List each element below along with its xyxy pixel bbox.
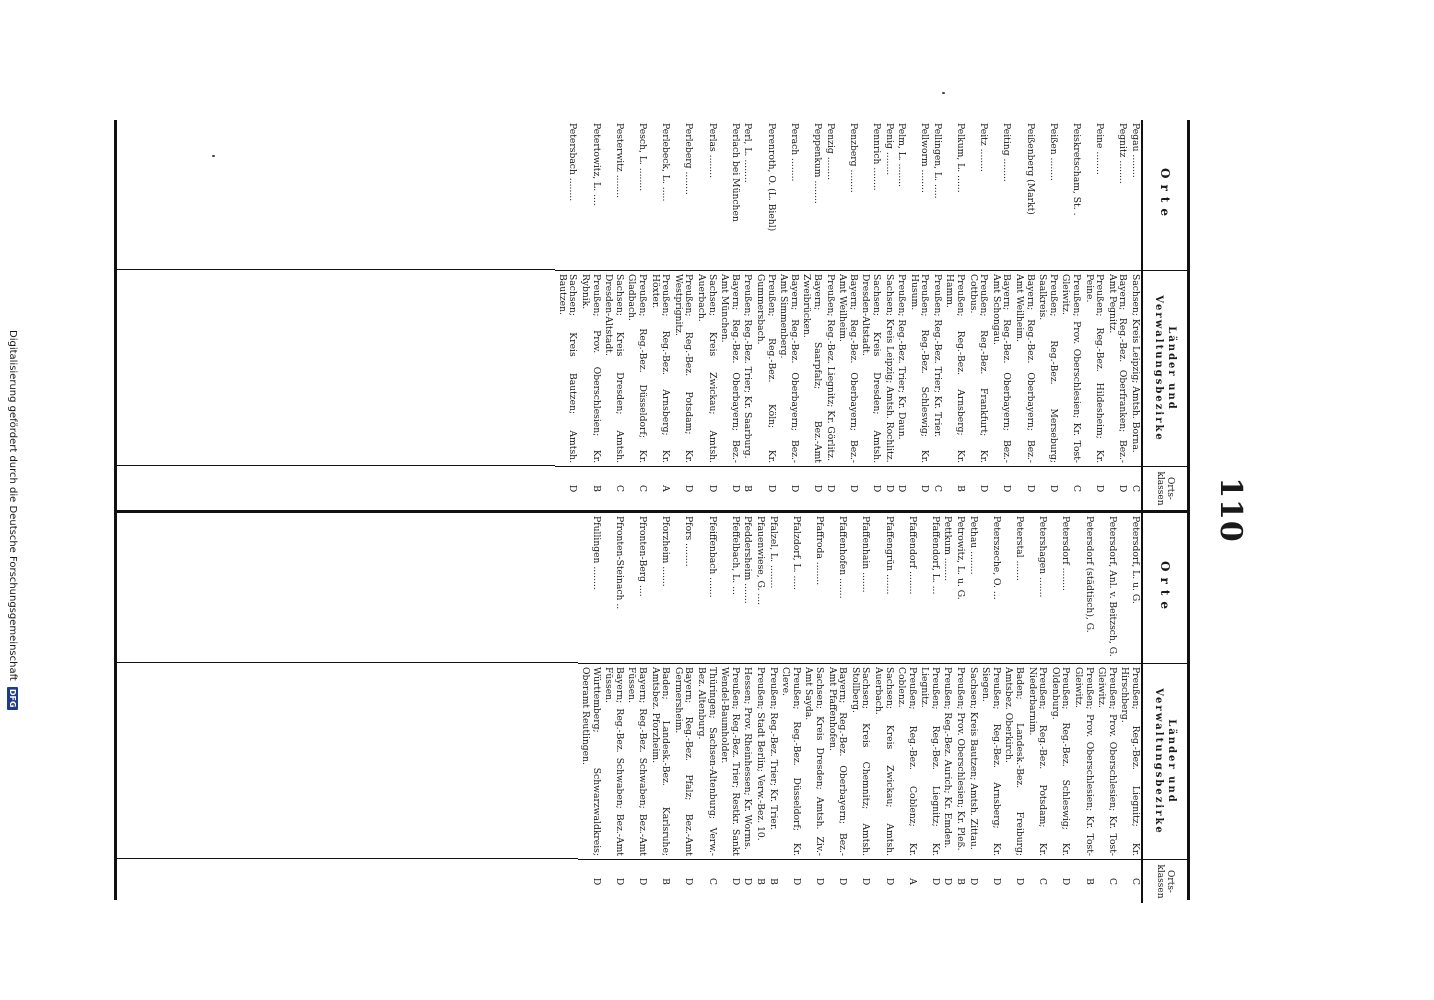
table-row xyxy=(753,513,766,903)
place-name: Pettkum ........ xyxy=(942,516,954,582)
administrative-district: Preußen; Reg.-Bez. Potsdam; Kr. Westprignitz. xyxy=(671,270,694,466)
place-name: Pfeiffenbach ....... xyxy=(706,516,718,598)
place-name: Penzberg ........ xyxy=(847,123,859,193)
header-orte: Orte xyxy=(1158,561,1172,615)
administrative-district: Preußen; Prov. Oberschlesien; Kr. Rybnik. xyxy=(579,270,602,466)
place-name: Petersdorf ........ xyxy=(1060,516,1072,591)
locality-class: B xyxy=(943,466,966,510)
locality-class: D xyxy=(777,466,800,510)
place-name: Pfalzel, L. ........ xyxy=(767,516,779,589)
table-row xyxy=(602,513,625,903)
table-row xyxy=(648,120,671,510)
table-row xyxy=(930,120,943,510)
place-name: Petersdorf (städtisch), G. xyxy=(1083,516,1095,633)
locality-class: D xyxy=(989,466,1012,510)
place-name: Peißen ........ xyxy=(1047,123,1059,181)
administrative-district: Sachsen; Kreis Dresden; Amtsh. Dresden-Altstadt. xyxy=(602,270,625,466)
table-row xyxy=(859,120,882,510)
place-name: Pegau ........ xyxy=(1130,123,1141,178)
table-row xyxy=(941,513,954,903)
locality-class: D xyxy=(871,859,894,903)
rotated-page xyxy=(120,120,1248,900)
place-name: Petersbach ........ xyxy=(567,123,579,202)
administrative-district: Sachsen; Kreis Bautzen; Amtsh. Zittau. xyxy=(966,663,979,859)
locality-class: D xyxy=(966,859,979,903)
place-name: Pfaffendorf, L. ... xyxy=(929,516,941,595)
place-name: Pesterwitz ........ xyxy=(613,123,625,199)
administrative-district: Bayern; Reg.-Bez. Oberbayern; Bez.-Amt München. xyxy=(718,270,741,466)
administrative-district: Sachsen; Kreis Chemnitz; Amtsh. Stollberg. xyxy=(848,663,871,859)
table-column-rules xyxy=(117,120,555,510)
table-row xyxy=(918,513,941,903)
table-row xyxy=(954,513,967,903)
place-name: Pesch, L. ........ xyxy=(637,123,649,192)
place-name: Pelm, L. ........ xyxy=(896,123,908,188)
locality-class: D xyxy=(895,466,908,510)
locality-class: D xyxy=(602,859,625,903)
administrative-district: Bayern; Reg.-Bez. Oberbayern; Bez.-Amt Simmenberg. xyxy=(777,270,800,466)
place-name: Pfaffroda ........ xyxy=(813,516,825,586)
place-name: Peißenberg (Markt) xyxy=(1024,123,1036,215)
locality-class: A xyxy=(648,466,671,510)
administrative-district: Sachsen; Kreis Leipzig; Amtsh. Borna. xyxy=(1128,270,1141,466)
locality-class: D xyxy=(741,859,754,903)
table-left-half xyxy=(117,120,1187,510)
administrative-district: Sachsen; Kreis Zwickau; Amtsh. Auerbach. xyxy=(694,270,717,466)
locality-class: D xyxy=(979,859,1002,903)
table-row xyxy=(1082,120,1105,510)
administrative-district: Bayern; Reg.-Bez. Oberbayern; Bez.-Amt Schongau. xyxy=(989,270,1012,466)
table-row xyxy=(848,513,871,903)
table-row xyxy=(777,120,800,510)
administrative-district: Preußen; Reg.-Bez. Trier; Kr. Saarburg. xyxy=(741,270,754,466)
table-column-rules xyxy=(117,513,579,903)
administrative-district: Sachsen; Kreis Leipzig; Amtsh. Rochlitz. xyxy=(882,270,895,466)
table-row xyxy=(895,120,908,510)
place-name: Peine ........ xyxy=(1094,123,1106,175)
locality-class: D xyxy=(802,859,825,903)
place-name: Petersdorf, Anl. v. Beitzsch, G. xyxy=(1106,516,1118,657)
table-row xyxy=(718,120,741,510)
locality-class: D xyxy=(907,466,930,510)
table-row xyxy=(800,120,823,510)
dfg-logo: DFG xyxy=(8,688,17,708)
locality-class: C xyxy=(1095,859,1118,903)
administrative-district: Baden; Landesk.-Bez. Freiburg; Amtsbez. Oberkirch. xyxy=(1002,663,1025,859)
place-name: Pelkum, L. ...... xyxy=(955,123,967,193)
table-right-half xyxy=(117,510,1187,903)
administrative-district: Preußen; Reg.-Bez. Liegnitz; Kr. Hirschberg. xyxy=(1118,663,1141,859)
administrative-district: Thüringen; Sachsen-Altenburg; Verw.-Bez. Altenburg. xyxy=(694,663,717,859)
locality-class: A xyxy=(895,859,918,903)
locality-class: D xyxy=(1012,466,1035,510)
administrative-district: Württemberg; Schwarzwaldkreis; Oberamt Reutlingen. xyxy=(579,663,602,859)
administrative-district: Preußen; Reg.-Bez. Hildesheim; Kr. Peine. xyxy=(1082,270,1105,466)
table-row xyxy=(579,120,602,510)
administrative-district: Preußen; Reg.-Bez. Trier; Kr. Trier. xyxy=(930,270,943,466)
administrative-district: Sachsen; Kreis Zwickau; Amtsh. Auerbach. xyxy=(871,663,894,859)
locality-class: C xyxy=(602,466,625,510)
table-row xyxy=(555,120,578,510)
administrative-district: Baden; Landesk.-Bez. Karlsruhe; Amtsbez. Pforzheim. xyxy=(648,663,671,859)
administrative-district: Bayern; Reg.-Bez. Oberbayern; Bez.-Amt Pfaffenhofen. xyxy=(825,663,848,859)
locality-class: B xyxy=(1071,859,1094,903)
table-row xyxy=(825,513,848,903)
place-name: Pfeffelbach, L. ... xyxy=(729,516,741,595)
place-name: Peppenkum ........ xyxy=(811,123,823,204)
page-number: 110 xyxy=(1213,477,1248,543)
table-row xyxy=(1048,513,1071,903)
administrative-district: Bayern; Reg.-Bez. Oberfranken; Bez.-Amt Pegnitz. xyxy=(1105,270,1128,466)
administrative-district: Preußen; Reg.-Bez. Liegnitz; Kr. Görlitz. xyxy=(823,270,836,466)
place-name: Pfronten-Berg .... xyxy=(637,516,649,597)
table-row xyxy=(1105,120,1128,510)
locality-class: D xyxy=(1048,859,1071,903)
locality-class: D xyxy=(918,859,941,903)
administrative-district: Preußen; Reg.-Bez. Merseburg; Saalkreis. xyxy=(1036,270,1059,466)
administrative-district: Preußen; Reg.-Bez. Arnsberg; Kr. Siegen. xyxy=(979,663,1002,859)
locality-class: D xyxy=(848,859,871,903)
administrative-district: Preußen; Prov. Oberschlesien; Kr. Tost-Gleiwitz. xyxy=(1059,270,1082,466)
place-name: Perlach bei München xyxy=(729,123,741,222)
locality-class: D xyxy=(555,466,578,510)
place-name: Perlebeck, L. ..... xyxy=(660,123,672,202)
place-name: Perleberg ........ xyxy=(683,123,695,195)
administrative-district: Preußen; Reg.-Bez. Coblenz; Kr. Coblenz. xyxy=(895,663,918,859)
table-row xyxy=(1012,120,1035,510)
place-name: Pfalzdorf, L. ..... xyxy=(790,516,802,591)
places-table xyxy=(114,120,1190,900)
place-name: Pennrich ........ xyxy=(870,123,882,191)
place-name: Petrowitz, L. u. G. xyxy=(955,516,967,600)
place-name: Pethau ........ xyxy=(967,516,979,575)
place-name: Pforzheim ....... xyxy=(660,516,672,587)
administrative-district: Preußen; Reg.-Bez. Trier; Restkr. Sankt Wendel-Baumholder. xyxy=(718,663,741,859)
header-orte: Orte xyxy=(1158,168,1172,222)
place-name: Peiskretscham, St. . xyxy=(1071,123,1083,216)
locality-class: D xyxy=(753,466,776,510)
table-row xyxy=(802,513,825,903)
table-row xyxy=(602,120,625,510)
administrative-district: Bayern; Reg.-Bez. Oberbayern; Bez.-Amt Weilheim. xyxy=(1012,270,1035,466)
place-name: Pfronten-Steinach .. xyxy=(613,516,625,610)
scan-speck xyxy=(942,92,945,94)
locality-class: B xyxy=(741,466,754,510)
administrative-district: Hessen; Prov. Rheinhessen; Kr. Worms. xyxy=(741,663,754,859)
administrative-district: Preußen; Reg.-Bez. Schleswig; Kr. Husum. xyxy=(907,270,930,466)
header-laender: Länder und Verwaltungsbezirke xyxy=(1143,270,1187,466)
table-row xyxy=(694,120,717,510)
place-name: Peterstal ....... xyxy=(1014,516,1026,581)
table-row xyxy=(907,120,930,510)
table-row xyxy=(741,513,754,903)
administrative-district: Preußen; Reg.-Bez. Arnsberg; Kr. Höxter. xyxy=(648,270,671,466)
table-row xyxy=(1036,120,1059,510)
administrative-district: Preußen; Reg.-Bez. Potsdam; Kr. Niederbarnim. xyxy=(1025,663,1048,859)
administrative-district: Preußen; Reg.-Bez. Liegnitz; Kr. Liegnitz. xyxy=(918,663,941,859)
table-row xyxy=(882,120,895,510)
locality-class: D xyxy=(800,466,823,510)
administrative-district: Sachsen; Kreis Dresden; Amtsh. Dresden-Altstadt. xyxy=(859,270,882,466)
table-row xyxy=(671,513,694,903)
place-name: Pfeddersheim ....... xyxy=(742,516,754,604)
locality-class: C xyxy=(1128,466,1141,510)
table-row xyxy=(741,120,754,510)
table-row xyxy=(579,513,602,903)
administrative-district: Preußen; Reg.-Bez. Schleswig; Kr. Oldenburg. xyxy=(1048,663,1071,859)
locality-class: B xyxy=(579,466,602,510)
locality-class: D xyxy=(825,859,848,903)
place-name: Pfors ........ xyxy=(683,516,695,567)
locality-class: B xyxy=(954,859,967,903)
locality-class: D xyxy=(882,466,895,510)
place-name: Pfauenwiese, G. .... xyxy=(755,516,766,606)
locality-class: D xyxy=(1105,466,1128,510)
locality-class: D xyxy=(779,859,802,903)
place-name: Perach ........ xyxy=(788,123,800,182)
place-name: Pfullingen ........ xyxy=(590,516,602,590)
administrative-district: Bayern; Reg.-Bez. Pfalz; Bez.-Amt Germersheim. xyxy=(671,663,694,859)
locality-class: D xyxy=(579,859,602,903)
table-row xyxy=(648,513,671,903)
administrative-district: Preußen; Reg.-Bez. Aurich; Kr. Emden. xyxy=(941,663,954,859)
administrative-district: Preußen; Reg.-Bez. Düsseldorf; Kr. Gladbach. xyxy=(625,270,648,466)
administrative-district: Bayern; Reg.-Bez. Oberbayern; Bez.-Amt Weilheim. xyxy=(836,270,859,466)
locality-class: D xyxy=(836,466,859,510)
table-row xyxy=(766,513,779,903)
place-name: Pfaffenhain ....... xyxy=(860,516,872,593)
locality-class: D xyxy=(625,859,648,903)
place-name: Pfaffenhofen ....... xyxy=(837,516,849,599)
administrative-district: Sachsen; Kreis Bautzen; Amtsh. Bautzen. xyxy=(555,270,578,466)
place-name: Peiting ........ xyxy=(1001,123,1013,182)
credit-text: Digitalisierung gefördert durch die Deutsche Forschungsgemeinschaft xyxy=(7,330,18,681)
table-row xyxy=(871,513,894,903)
administrative-district: Preußen; Prov. Oberschlesien; Kr. Pleß. xyxy=(954,663,967,859)
table-body-right xyxy=(117,513,1141,903)
locality-class: C xyxy=(1118,859,1141,903)
place-name: Petertowitz, L. .... xyxy=(590,123,602,206)
locality-class: D xyxy=(671,859,694,903)
administrative-district: Bayern; Reg.-Bez. Schwaben; Bez.-Amt Füssen. xyxy=(625,663,648,859)
place-name: Pellingen, L. ..... xyxy=(931,123,943,199)
locality-class: B xyxy=(766,859,779,903)
table-row xyxy=(895,513,918,903)
header-ortsklassen: Orts-klassen xyxy=(1143,466,1187,510)
table-row xyxy=(943,120,966,510)
place-name: Perlas ........ xyxy=(706,123,718,179)
table-row xyxy=(753,120,776,510)
table-row xyxy=(625,120,648,510)
digitization-credit xyxy=(2,330,22,990)
administrative-district: Preußen; Reg.-Bez. Düsseldorf; Kr. Cleve. xyxy=(779,663,802,859)
table-row xyxy=(1128,120,1141,510)
locality-class: D xyxy=(941,859,954,903)
place-name: Perenroth, O. (L. Biehl) xyxy=(765,123,777,232)
place-name: Pfaffendorf ........ xyxy=(906,516,918,595)
administrative-district: Preußen; Prov. Oberschlesien; Kr. Tost-Gleiwitz. xyxy=(1071,663,1094,859)
place-name: Petersdorf, L. u. G. xyxy=(1130,516,1141,604)
administrative-district: Preußen; Prov. Oberschlesien; Kr. Tost-Gleiwitz. xyxy=(1095,663,1118,859)
administrative-district: Bayern; Reg.-Bez. Schwaben; Bez.-Amt Füssen. xyxy=(602,663,625,859)
locality-class: B xyxy=(648,859,671,903)
locality-class: C xyxy=(625,466,648,510)
locality-class: C xyxy=(1059,466,1082,510)
locality-class: D xyxy=(1082,466,1105,510)
table-row xyxy=(823,120,836,510)
table-row xyxy=(694,513,717,903)
table-header-right xyxy=(1141,513,1187,903)
locality-class: B xyxy=(753,859,766,903)
table-header-left xyxy=(1141,120,1187,510)
table-row xyxy=(1095,513,1118,903)
locality-class: D xyxy=(1002,859,1025,903)
locality-class: D xyxy=(671,466,694,510)
locality-class: D xyxy=(823,466,836,510)
table-row xyxy=(966,120,989,510)
place-name: Peterszeche, O. ... xyxy=(990,516,1002,600)
locality-class: C xyxy=(694,859,717,903)
locality-class: D xyxy=(718,859,741,903)
table-row xyxy=(718,513,741,903)
administrative-district: Preußen; Reg.-Bez. Trier; Kr. Daun. xyxy=(895,270,908,466)
header-ortsklassen: Orts-klassen xyxy=(1143,859,1187,903)
locality-class: D xyxy=(966,466,989,510)
locality-class: C xyxy=(930,466,943,510)
place-name: Peitz ........ xyxy=(978,123,990,172)
table-row xyxy=(779,513,802,903)
locality-class: D xyxy=(694,466,717,510)
administrative-district: Preußen; Reg.-Bez. Frankfurt; Kr. Cottbus. xyxy=(966,270,989,466)
administrative-district: Preußen; Reg.-Bez. Trier; Kr. Trier. xyxy=(766,663,779,859)
table-row xyxy=(989,120,1012,510)
table-row xyxy=(1071,513,1094,903)
place-name: Pfaffengrün ....... xyxy=(883,516,895,595)
table-row xyxy=(979,513,1002,903)
table-row xyxy=(1118,513,1141,903)
table-row xyxy=(671,120,694,510)
table-row xyxy=(836,120,859,510)
table-row xyxy=(1002,513,1025,903)
administrative-district: Preußen; Reg.-Bez. Arnsberg; Kr. Hamm. xyxy=(943,270,966,466)
table-row xyxy=(966,513,979,903)
place-name: Pegnitz ........ xyxy=(1117,123,1129,184)
header-laender: Länder und Verwaltungsbezirke xyxy=(1143,663,1187,859)
scan-speck xyxy=(212,155,215,157)
locality-class: C xyxy=(1025,859,1048,903)
administrative-district: Preußen; Stadt Berlin; Verw.-Bez. 10. xyxy=(753,663,766,859)
place-name: Petershagen ....... xyxy=(1037,516,1049,598)
locality-class: D xyxy=(1036,466,1059,510)
table-row xyxy=(1059,120,1082,510)
table-body-left xyxy=(117,120,1141,510)
administrative-district: Sachsen; Kreis Dresden; Amtsh. Ziv.-Amt Sayda. xyxy=(802,663,825,859)
place-name: Perl, L. ........ xyxy=(742,123,754,183)
place-name: Pellworm ........ xyxy=(919,123,931,193)
locality-class: D xyxy=(718,466,741,510)
place-name: Penzig ........ xyxy=(824,123,836,181)
administrative-district: Preußen; Reg.-Bez. Köln; Kr. Gummersbach. xyxy=(753,270,776,466)
locality-class: D xyxy=(859,466,882,510)
administrative-district: Bayern; Saarpfalz; Bez.-Amt Zweibrücken. xyxy=(800,270,823,466)
place-name: Penig ........ xyxy=(883,123,895,176)
table-row xyxy=(625,513,648,903)
table-row xyxy=(1025,513,1048,903)
